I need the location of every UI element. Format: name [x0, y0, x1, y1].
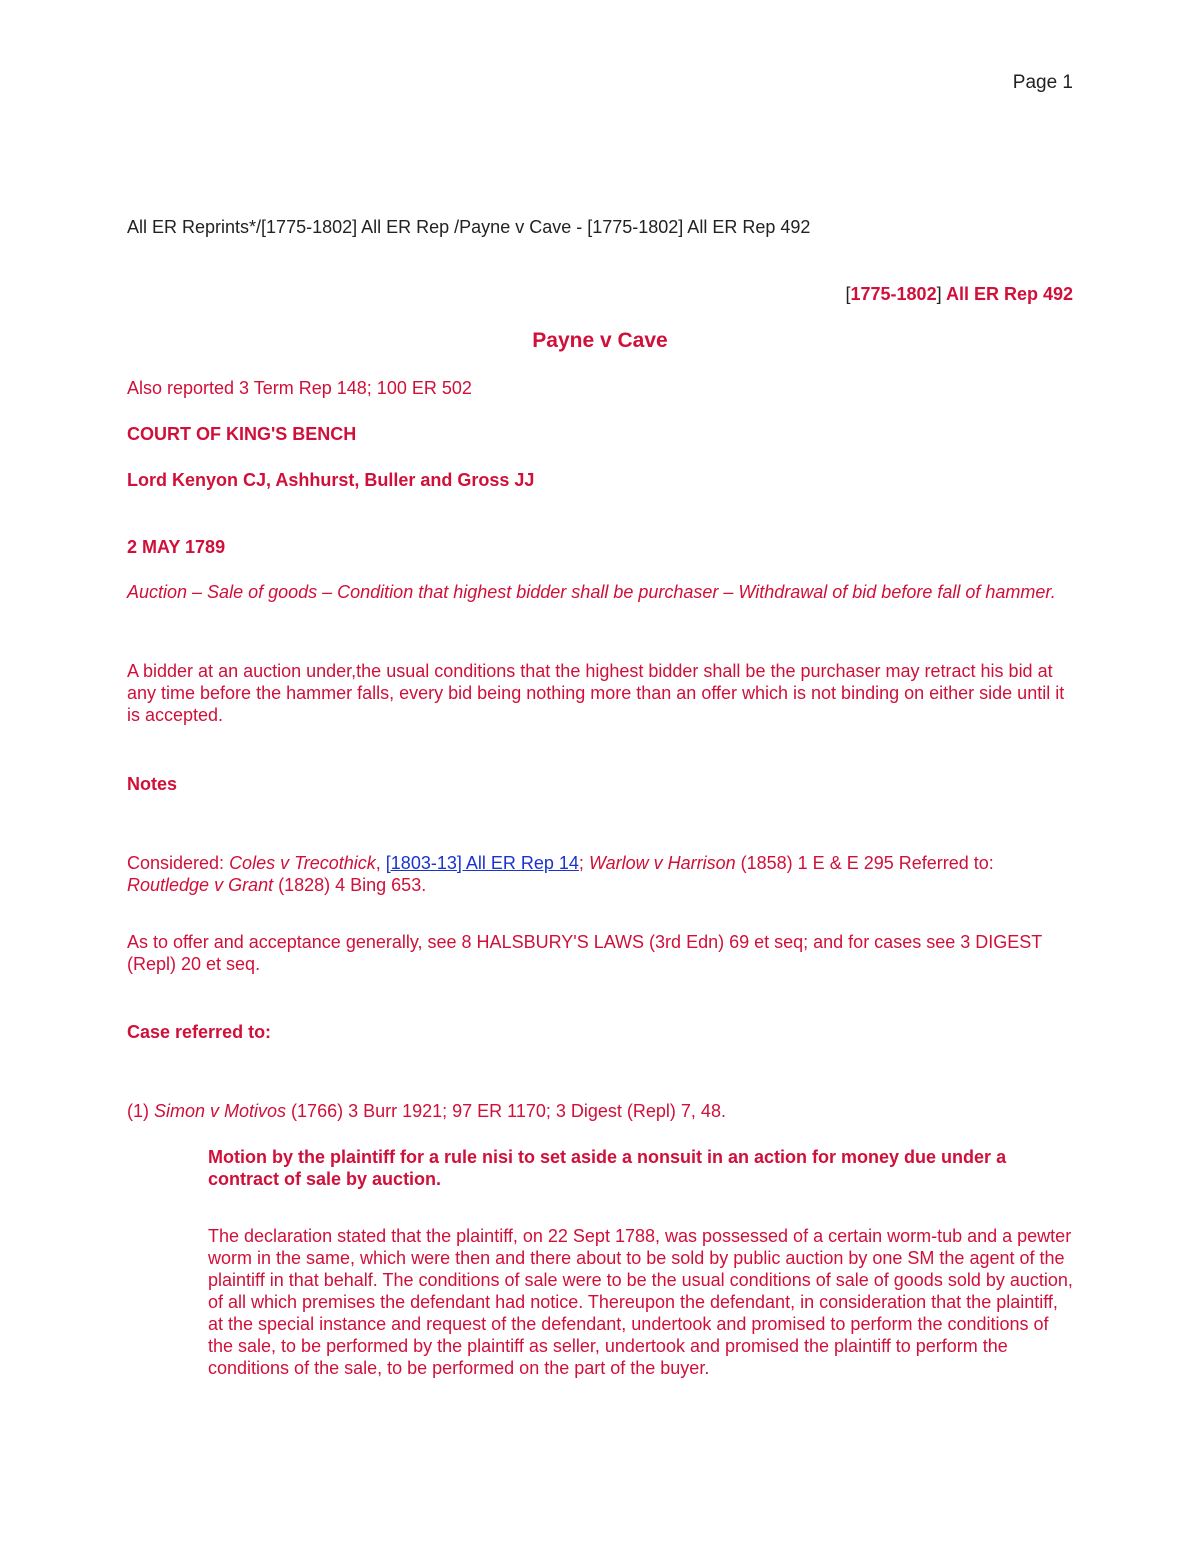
considered-paragraph [127, 852, 1073, 896]
headnote: A bidder at an auction under,the usual conditions that the highest bidder shall be the purchaser may retract his bid at any time before the hammer falls, every bid being nothing more than an offer which is not binding on either side until it is accepted. [127, 661, 1065, 725]
case-warlow-v-harrison: Warlow v Harrison [588, 853, 736, 873]
considered-mid: (1858) 1 E & E 295 Referred to: [735, 853, 994, 873]
citation-years: 1775-1802 [850, 284, 937, 304]
citation-open-bracket: [ [845, 284, 851, 304]
catchwords: Auction – Sale of goods – Condition that highest bidder shall be purchaser – Withdrawal of bid before fall of hammer. [127, 582, 1056, 602]
case-simon-v-motivos: Simon v Motivos [154, 1101, 287, 1121]
citation-close-bracket: ] [936, 284, 942, 304]
page-number: Page 1 [1012, 72, 1073, 93]
offer-acceptance-note: As to offer and acceptance generally, see 8 HALSBURY'S LAWS (3rd Edn) 69 et seq; and for cases see 3 DIGEST (Repl) 20 et seq. [127, 932, 1042, 974]
considered-prefix: Considered: [127, 853, 230, 873]
case-reference [127, 1100, 1073, 1122]
cases-referred-heading: Case referred to: [127, 1022, 272, 1042]
citation-link[interactable]: [1803-13] All ER Rep 14 [385, 853, 579, 873]
citation-rest: All ER Rep 492 [941, 284, 1073, 304]
notes-heading: Notes [127, 774, 178, 794]
considered-sep2: ; [578, 853, 589, 873]
judgment-date: 2 MAY 1789 [127, 537, 226, 557]
case-title: Payne v Cave [532, 329, 668, 352]
motion-paragraph: Motion by the plaintiff for a rule nisi to set aside a nonsuit in an action for money due under a contract of sale by auction. [208, 1147, 1007, 1189]
considered-sep1: , [375, 853, 386, 873]
court-name: COURT OF KING'S BENCH [127, 424, 357, 444]
case-routledge-v-grant: Routledge v Grant [127, 875, 274, 895]
case-ref-rest: (1766) 3 Burr 1921; 97 ER 1170; 3 Digest (Repl) 7, 48. [286, 1101, 726, 1121]
considered-suffix: (1828) 4 Bing 653. [273, 875, 427, 895]
citation [845, 284, 1073, 305]
declaration-paragraph: The declaration stated that the plaintiff, on 22 Sept 1788, was possessed of a certain worm-tub and a pewter worm in the same, which were then and there about to be sold by public auction by one SM the agent of the plaintiff in that behalf. The conditions of sale were to be the usual conditions of sale of goods sold by auction, of all which premises the defendant had notice. Thereupon the defendant, in consideration that the plaintiff, at the special instance and request of the defendant, undertook and promised to perform the conditions of the sale, to be performed by the plaintiff as seller, undertook and promised the plaintiff to perform the conditions of the sale, to be performed on the part of the buyer. [208, 1226, 1073, 1378]
also-reported: Also reported 3 Term Rep 148; 100 ER 502 [127, 378, 472, 398]
reference-line: All ER Reprints*/[1775-1802] All ER Rep /Payne v Cave - [1775-1802] All ER Rep 492 [127, 217, 811, 237]
case-coles-v-trecothick: Coles v Trecothick [229, 853, 376, 873]
case-ref-number: (1) [127, 1101, 154, 1121]
judges: Lord Kenyon CJ, Ashhurst, Buller and Gross JJ [127, 470, 535, 490]
